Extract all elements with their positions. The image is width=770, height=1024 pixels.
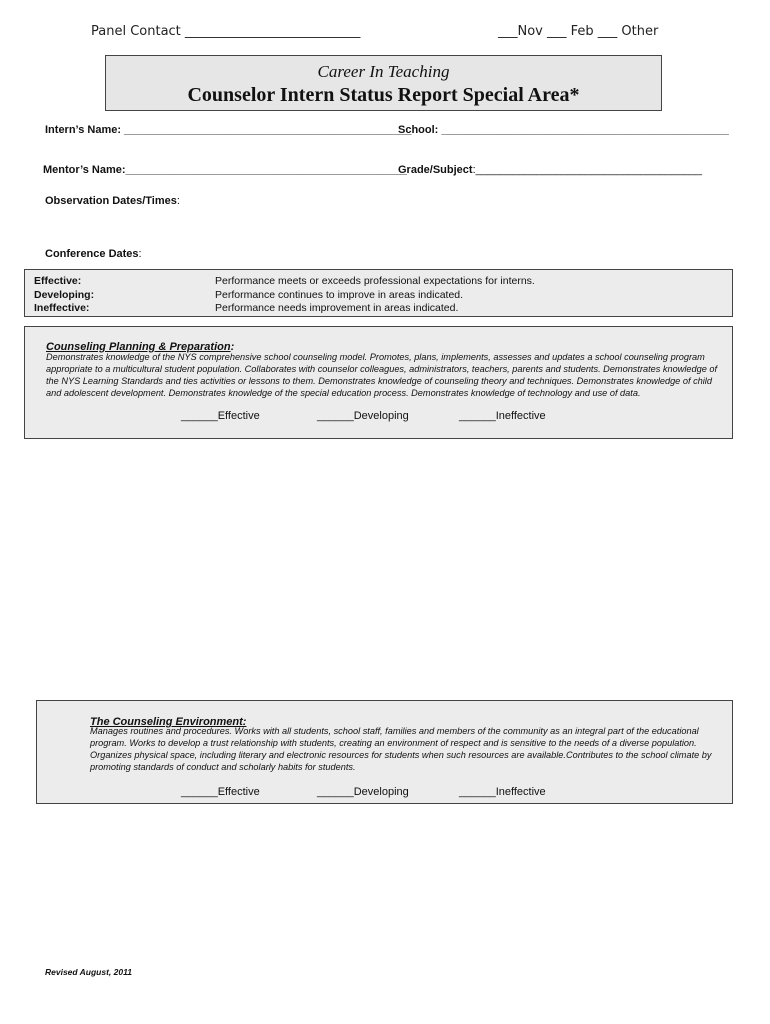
revision-date: Revised August, 2011 [45, 967, 132, 977]
conference-dates-field [45, 248, 142, 260]
section-title-colon: : [230, 341, 235, 353]
rating-effective: ______Effective [181, 410, 260, 422]
rating-ineffective: ______Ineffective [459, 786, 546, 798]
rating-ineffective: ______Ineffective [459, 410, 546, 422]
intern-name-field: Intern’s Name: _______________________________________________ [45, 124, 412, 136]
observation-dates-field [45, 195, 180, 207]
rating-effective: ______Effective [181, 786, 260, 798]
legend-definition: Performance meets or exceeds professional expectations for interns. [215, 275, 535, 287]
section-description: Manages routines and procedures. Works with all students, school staff, families and members of the community as an integral part of the educational program. Works to develop a trust relationship with students, creating an environment of respect and is sensitive to the needs of a diverse population. Organizes physical space, including literary and electronic resources for students when such resources are available.Contributes to the school climate by promoting standards of conduct and scholarly habits for students. [90, 726, 712, 772]
month-selection: ___Nov ___ Feb ___ Other [498, 24, 659, 39]
legend-term: Effective: [34, 275, 82, 287]
legend-term: Developing: [34, 289, 95, 301]
section-title: Counseling Planning & Preparation [46, 341, 231, 353]
panel-contact-field: Panel Contact ___________________________ [91, 24, 361, 39]
mentor-name-field: Mentor’s Name:______________________________________________ [43, 164, 407, 176]
legend-row-ineffective [34, 302, 458, 314]
legend-row-effective [34, 275, 535, 287]
observation-colon: : [176, 195, 180, 207]
legend-definition: Performance needs improvement in areas indicated. [215, 302, 459, 314]
section-title: The Counseling Environment: [90, 716, 247, 728]
rating-developing: ______Developing [317, 786, 409, 798]
grade-subject-field [398, 164, 702, 176]
section-planning-preparation [24, 326, 733, 439]
section-description: Demonstrates knowledge of the NYS comprehensive school counseling model. Promotes, plans, implements, assesses and updates a school counseling program appropriate to a multicultural student population. Collaborates with counselor colleagues, administrators, teachers, parents and students. Demonstrates knowledge of the NYS Learning Standards and ties activities or lessons to them. Demonstrates knowledge of counseling theory and techniques. Demonstrates knowledge of child and adolescent development. Demonstrates knowledge of the special education process. Demonstrates knowledge of technology and use of data. [46, 352, 718, 398]
school-field: School: _______________________________________________ [398, 124, 729, 136]
legend-term: Ineffective: [34, 302, 90, 314]
report-title: Counselor Intern Status Report Special Area* [187, 84, 580, 106]
grade-subject-label: Grade/Subject [398, 164, 473, 176]
rating-legend [24, 269, 733, 317]
conference-label: Conference Dates [45, 248, 139, 260]
observation-label: Observation Dates/Times [45, 195, 177, 207]
rating-developing: ______Developing [317, 410, 409, 422]
program-title: Career In Teaching [317, 62, 450, 81]
section-counseling-environment [36, 700, 733, 804]
legend-row-developing [34, 289, 463, 301]
legend-definition: Performance continues to improve in areas indicated. [215, 289, 464, 301]
title-box [105, 55, 662, 111]
conference-colon: : [138, 248, 142, 260]
grade-subject-line: :_____________________________________ [472, 164, 702, 176]
